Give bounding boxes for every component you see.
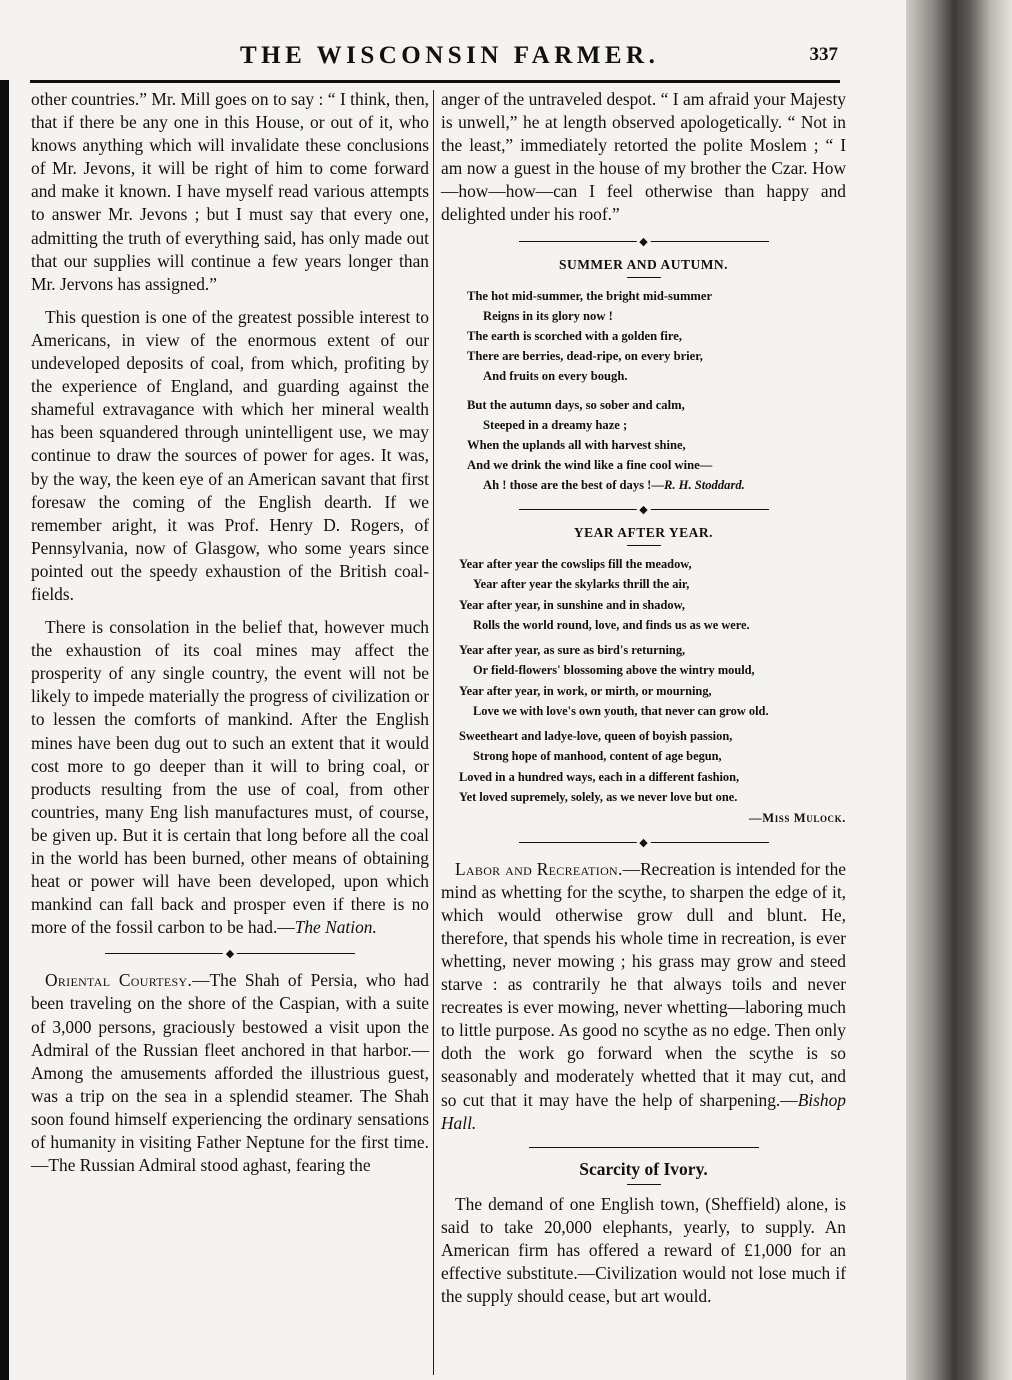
oriental-courtesy-paragraph bbox=[31, 969, 429, 1177]
page-header bbox=[30, 40, 838, 74]
right-column bbox=[441, 88, 846, 1308]
poem-line: But the autumn days, so sober and calm, bbox=[467, 397, 685, 412]
poem-line: The hot mid-summer, the bright mid-summer bbox=[467, 288, 713, 303]
poem-line: The earth is scorched with a golden fire, bbox=[467, 328, 683, 343]
coal-interest-paragraph: This question is one of the greatest possible interest to Americans, in view of the enormous extent of our undeveloped deposits of coal, from which, profiting by the experience of England, and guarding against the shameful extravagance with which her mineral wealth has been squandered through unintelligent use, we may continue to draw the sources of power for ages. It was, by the way, the keen eye of an American savant that first foresaw the coming of the English dearth. If we remember aright, it was Prof. Henry D. Rogers, of Pennsylvania, now of Glasgow, who some years since pointed out the speedy exhaustion of the British coal-fields. bbox=[31, 306, 429, 604]
title-rule bbox=[627, 545, 661, 546]
poem-line: Strong hope of manhood, content of age begun, bbox=[473, 749, 722, 764]
poem-last-line: Ah ! those are the best of days !— bbox=[483, 477, 664, 492]
consolation-body: There is consolation in the belief that, however much the exhaustion of its coal mines may affect the prosperity of any single country, the event will not be likely to impede materially the progress of civilization or to lessen the comforts of mankind. After the English mines have been dug out to such an extent that it would cost more to go deeper than it will to bring coal, or products resulting from the use of coal, from other countries, many Eng lish manufactures must, of course, be given up. But it is certain that long before all the coal in the world has been burned, other means of obtaining heat or power will have been developed, upon which mankind can fall back and prosper even if there is no more of the fossil carbon to be had.— bbox=[31, 617, 429, 938]
section-ornament bbox=[519, 838, 769, 848]
poem-line: And fruits on every bough. bbox=[483, 368, 628, 383]
poem-line: Year after year the cowslips fill the meadow, bbox=[459, 556, 692, 571]
poem-author-name: —Miss Mulock. bbox=[749, 810, 846, 825]
poem-line bbox=[467, 475, 846, 495]
page-number: 337 bbox=[809, 44, 838, 65]
poem-line: Year after year the skylarks thrill the air, bbox=[473, 577, 690, 592]
oriental-courtesy-body: —The Shah of Persia, who had been traveling on the shore of the Caspian, with a suite of 3,000 persons, graciously bestowed a visit upon the Admiral of the Russian fleet anchored in that harbor.—Among the amusements afforded the illustrious guest, was a trip on the sea in a splendid steamer. The Shah soon found himself experiencing the ordinary sensations of humanity in visiting Father Neptune for the first time.—The Russian Admiral stood aghast, fearing the bbox=[31, 970, 429, 1176]
poem-title-year-after-year: YEAR AFTER YEAR. bbox=[573, 524, 714, 540]
shah-continuation-paragraph: anger of the untraveled despot. “ I am afraid your Majesty is unwell,” he at length observed apologetically. “ Not in the least,” immediately retorted the polite Moslem ; “ I am now a guest in the house of my brother the Czar. How—how—how—can I feel otherwise than happy and delighted under his roof.” bbox=[441, 89, 846, 225]
poem-line: There are berries, dead-ripe, on every brier, bbox=[467, 348, 703, 363]
labor-recreation-heading: Labor and Recreation. bbox=[455, 858, 623, 879]
column-divider bbox=[433, 90, 434, 1375]
oriental-courtesy-heading: Oriental Courtesy. bbox=[45, 970, 193, 991]
title-rule bbox=[627, 277, 661, 278]
poem-line: And we drink the wind like a fine cool wine— bbox=[467, 457, 713, 472]
poem-line: When the uplands all with harvest shine, bbox=[467, 437, 686, 452]
poem-line: Love we with love's own youth, that never can grow old. bbox=[473, 704, 769, 719]
poem-line: Steeped in a dreamy haze ; bbox=[483, 417, 628, 432]
source-the-nation: The Nation. bbox=[294, 917, 377, 938]
section-ornament bbox=[519, 237, 769, 247]
labor-recreation-paragraph bbox=[441, 858, 846, 1135]
consolation-paragraph bbox=[31, 616, 429, 939]
poem-title-summer-autumn: SUMMER AND AUTUMN. bbox=[558, 256, 729, 272]
section-title-scarcity-ivory: Scarcity of Ivory. bbox=[579, 1158, 708, 1179]
title-rule bbox=[627, 1184, 661, 1185]
labor-recreation-body: —Recreation is intended for the mind as whetting for the scythe, to sharpen the edge of it, which would otherwise grow dull and blunt. He, therefore, that spends his whole time in recreation, is ever whetting, never mowing ; his grass may grow and steed starve : as contrarily he that always toils and never recreates is ever mowing, never whetting—laboring much to little purpose. As good no scythe as no edge. Then only doth the work go forward when the scythe is so seasonably and moderately whetted that it may cut, and so cut that it may have the help of sharpening.— bbox=[441, 858, 846, 1110]
ornament-diamond-icon: ◆ bbox=[223, 947, 237, 961]
section-ornament bbox=[519, 505, 769, 515]
poem-line: Loved in a hundred ways, each in a different fashion, bbox=[459, 769, 740, 784]
left-column bbox=[31, 88, 429, 1177]
poem-line: Year after year, as sure as bird's returning, bbox=[459, 642, 686, 657]
poem-line: Reigns in its glory now ! bbox=[483, 308, 613, 323]
ivory-paragraph: The demand of one English town, (Sheffield) alone, is said to take 20,000 elephants, yearly, to supply. An American firm has offered a reward of £1,000 for an effective substitute.—Civilization would not lose much if the supply should cease, but art would. bbox=[441, 1193, 846, 1307]
poem-line: Year after year, in sunshine and in shadow, bbox=[459, 597, 685, 612]
publication-title: THE WISCONSIN FARMER. bbox=[240, 42, 660, 69]
poem-line: Yet loved supremely, solely, as we never love but one. bbox=[459, 790, 738, 805]
poem-author bbox=[459, 808, 846, 828]
section-rule bbox=[529, 1143, 759, 1153]
poem-summer-autumn bbox=[441, 286, 846, 495]
header-rule bbox=[30, 80, 840, 83]
ornament-diamond-icon: ◆ bbox=[636, 836, 650, 850]
source-bishop-hall: Bishop Hall. bbox=[441, 1089, 846, 1133]
ornament-diamond-icon: ◆ bbox=[636, 503, 650, 517]
mill-quote-paragraph: other countries.” Mr. Mill goes on to say : “ I think, then, that if there be any one in this House, or out of it, who knows anything which will invalidate these conclusions of Mr. Jevons, it will be right of him to come forward and make it known. I have myself read various attempts to answer Mr. Jevons ; but I must say that every one, admitting the truth of everything said, has only made out that our supplies will continue a few years longer than Mr. Jervons has assigned.” bbox=[31, 89, 429, 294]
poem-line: Sweetheart and ladye-love, queen of boyish passion, bbox=[459, 728, 733, 743]
section-ornament bbox=[105, 949, 355, 959]
poem-line: Rolls the world round, love, and finds us as we were. bbox=[473, 618, 750, 633]
ornament-diamond-icon: ◆ bbox=[636, 235, 650, 249]
poem-line: Or field-flowers' blossoming above the wintry mould, bbox=[473, 663, 755, 678]
poem-author: R. H. Stoddard. bbox=[663, 477, 745, 492]
page-edge-shadow bbox=[0, 80, 9, 1380]
book-binding-gutter bbox=[906, 0, 1012, 1380]
poem-year-after-year bbox=[441, 554, 846, 828]
poem-line: Year after year, in work, or mirth, or mourning, bbox=[459, 683, 712, 698]
